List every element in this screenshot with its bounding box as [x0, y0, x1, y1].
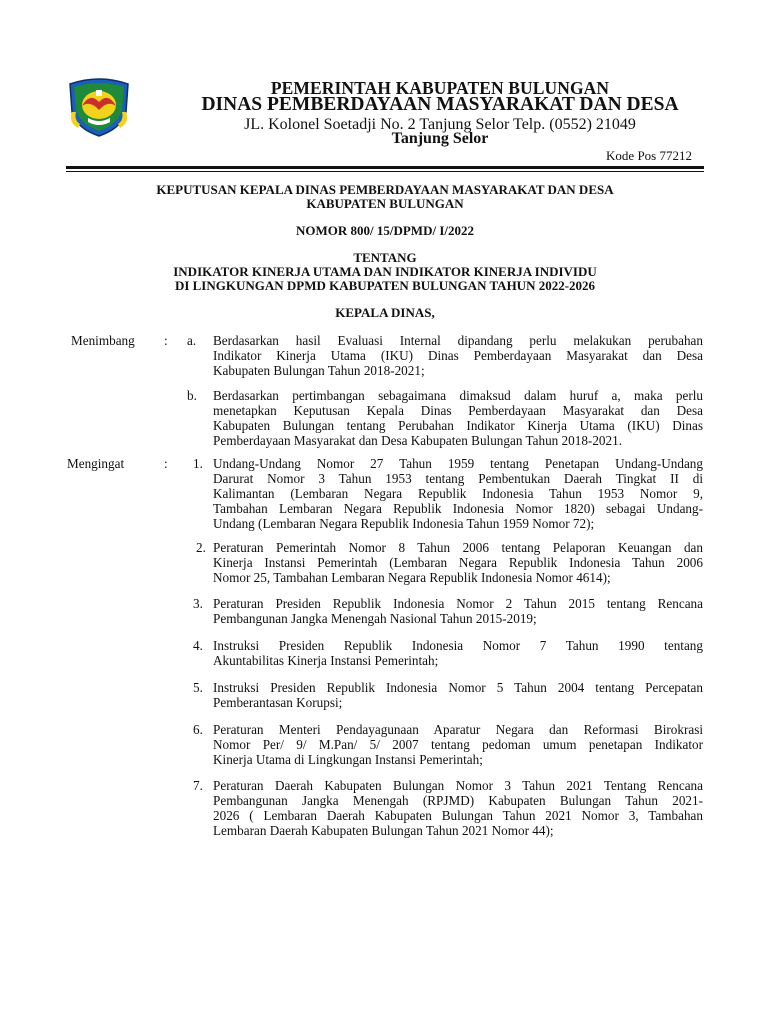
mengingat-item-1-marker: 1. — [193, 456, 203, 471]
text-line: Pembangunan Jangka Menengah Nasional Tahun 2015-2019; — [213, 611, 537, 626]
mengingat-label: Mengingat — [67, 456, 125, 471]
text-line: Instruksi Presiden Republik Indonesia Nomor 7 Tahun 1990 tentang — [213, 638, 703, 653]
letterhead-government: PEMERINTAH KABUPATEN BULUNGAN — [270, 78, 610, 98]
text-line: 2026 ( Lembaran Daerah Kabupaten Bulungan Tahun 2021 Nomor 3, Tambahan — [213, 808, 703, 823]
text-line: Pemberantasan Korupsi; — [213, 695, 343, 710]
text-line: Tambahan Lembaran Negara Republik Indonesia Nomor 1820) sebagai Undang- — [213, 501, 703, 516]
menimbang-item-b — [213, 388, 703, 448]
text-line: Kinerja Utama di Lingkungan Instansi Pemerintah; — [213, 752, 483, 767]
text-line: Lembaran Daerah Kabupaten Bulungan Tahun 2021 Nomor 44); — [213, 823, 554, 838]
menimbang-item-a — [213, 333, 703, 378]
text-line: Peraturan Pemerintah Nomor 8 Tahun 2006 tentang Pelaporan Keuangan dan — [213, 540, 703, 555]
letterhead-address: JL. Kolonel Soetadji No. 2 Tanjung Selor Telp. (0552) 21049 — [244, 116, 636, 133]
text-line: Peraturan Presiden Republik Indonesia Nomor 2 Tahun 2015 tentang Rencana — [213, 596, 703, 611]
mengingat-item-6-marker: 6. — [193, 722, 203, 737]
text-line: Nomor 25, Tambahan Lembaran Negara Republik Indonesia Nomor 4614); — [213, 570, 611, 585]
menimbang-colon: : — [164, 333, 168, 348]
text-line: Undang (Lembaran Negara Republik Indonesia Tahun 1959 Nomor 72); — [213, 516, 595, 531]
bulungan-crest-icon — [66, 78, 132, 138]
text-line: Berdasarkan hasil Evaluasi Internal dipandang perlu melakukan perubahan — [213, 333, 703, 348]
mengingat-item-5-marker: 5. — [193, 680, 203, 695]
mengingat-item-3 — [213, 596, 703, 626]
decree-subject-line2: DI LINGKUNGAN DPMD KABUPATEN BULUNGAN TAHUN 2022-2026 — [174, 278, 596, 293]
text-line: Kabupaten Bulungan tentang Perubahan Indikator Kinerja Utama (IKU) Dinas — [213, 418, 703, 433]
mengingat-colon: : — [164, 456, 168, 471]
mengingat-item-5 — [213, 680, 703, 710]
menimbang-label: Menimbang — [71, 333, 135, 348]
letterhead-rule-thick — [66, 166, 704, 169]
text-line: Instruksi Presiden Republik Indonesia Nomor 5 Tahun 2004 tentang Percepatan — [213, 680, 703, 695]
text-line: Kalimantan (Lembaran Negara Republik Indonesia Tahun 1953 Nomor 9, — [213, 486, 703, 501]
text-line: Nomor Per/ 9/ M.Pan/ 5/ 2007 tentang pedoman umum penetapan Indikator — [213, 737, 703, 752]
text-line: menetapkan Keputusan Kepala Dinas Pemberdayaan Masyarakat dan Desa — [213, 403, 703, 418]
letterhead-rule-thin — [66, 171, 704, 172]
text-line: Peraturan Daerah Kabupaten Bulungan Nomor 3 Tahun 2021 Tentang Rencana — [213, 778, 703, 793]
decree-title-line2: KABUPATEN BULUNGAN — [306, 196, 464, 211]
letterhead-city: Tanjung Selor — [391, 130, 489, 147]
decree-title-line1: KEPUTUSAN KEPALA DINAS PEMBERDAYAAN MASYARAKAT DAN DESA — [156, 182, 614, 197]
mengingat-item-4 — [213, 638, 703, 668]
text-line: Pembangunan Jangka Menengah (RPJMD) Kabupaten Bulungan Tahun 2021- — [213, 793, 703, 808]
text-line: Darurat Nomor 3 Tahun 1953 tentang Pembentukan Daerah Tingkat II di — [213, 471, 703, 486]
text-line: Berdasarkan pertimbangan sebagaimana dimaksud dalam huruf a, maka perlu — [213, 388, 703, 403]
mengingat-item-1 — [213, 456, 703, 531]
letterhead-agency: DINAS PEMBERDAYAAN MASYARAKAT DAN DESA — [201, 94, 679, 115]
decree-subject-line1: INDIKATOR KINERJA UTAMA DAN INDIKATOR KINERJA INDIVIDU — [173, 264, 597, 279]
text-line: Indikator Kinerja Utama (IKU) Dinas Pemberdayaan Masyarakat dan Desa — [213, 348, 703, 363]
menimbang-item-b-marker: b. — [187, 388, 197, 403]
mengingat-item-7-marker: 7. — [193, 778, 203, 793]
text-line: Undang-Undang Nomor 27 Tahun 1959 tentang Penetapan Undang-Undang — [213, 456, 703, 471]
mengingat-item-2-marker: 2. — [196, 540, 206, 555]
mengingat-item-4-marker: 4. — [193, 638, 203, 653]
mengingat-item-7 — [213, 778, 703, 838]
postal-code: Kode Pos 77212 — [606, 148, 692, 163]
mengingat-item-2 — [213, 540, 703, 585]
menimbang-item-a-marker: a. — [187, 333, 197, 348]
text-line: Peraturan Menteri Pendayagunaan Aparatur Negara dan Reformasi Birokrasi — [213, 722, 703, 737]
text-line: Kinerja Instansi Pemerintah (Lembaran Negara Republik Indonesia Tahun 2006 — [213, 555, 703, 570]
mengingat-item-6 — [213, 722, 703, 767]
mengingat-item-3-marker: 3. — [193, 596, 203, 611]
decree-number: NOMOR 800/ 15/DPMD/ I/2022 — [295, 223, 474, 238]
kepala-dinas-heading: KEPALA DINAS, — [335, 305, 435, 320]
decree-tentang: TENTANG — [353, 250, 417, 265]
text-line: Pemberdayaan Masyarakat dan Desa Kabupaten Bulungan Tahun 2018-2021. — [213, 433, 622, 448]
text-line: Kabupaten Bulungan Tahun 2018-2021; — [213, 363, 425, 378]
text-line: Akuntabilitas Kinerja Instansi Pemerintah; — [213, 653, 439, 668]
